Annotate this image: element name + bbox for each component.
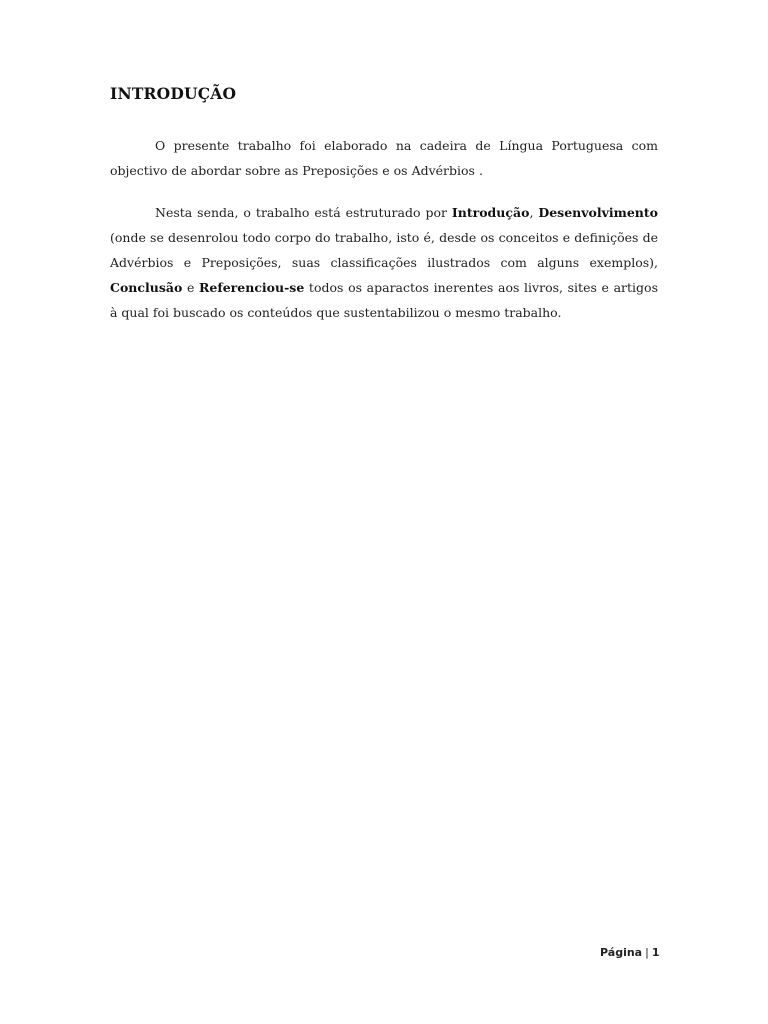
page-content <box>110 84 658 325</box>
page-label: Página <box>600 946 643 959</box>
intro-paragraph-2 <box>110 200 658 325</box>
page-number: 1 <box>651 946 660 959</box>
paragraph-2-text-a: Nesta senda, o trabalho está estruturado por <box>155 205 452 220</box>
paragraph-2-text-d: e <box>182 280 200 295</box>
section-heading: INTRODUÇÃO <box>110 84 237 103</box>
page-footer <box>600 946 658 959</box>
intro-paragraph-1 <box>110 133 658 183</box>
paragraph-2-text-e: todos os aparactos inerentes aos livros, sites e artigos à qual foi buscado os conteúdos que sustentabilizou o mesmo trabalho. <box>110 280 658 320</box>
bold-desenvolvimento: Desenvolvimento <box>538 205 658 220</box>
bold-conclusao: Conclusão <box>110 280 183 295</box>
bold-introducao: Introdução <box>451 205 530 220</box>
paragraph-2-text-b: , <box>529 205 539 220</box>
paragraph-2-text-c: (onde se desenrolou todo corpo do trabalho, isto é, desde os conceitos e definições de Advérbios e Preposições, suas classificações ilustrados com alguns exemplos), <box>110 230 658 270</box>
page-separator: | <box>645 946 649 959</box>
paragraph-1-text: O presente trabalho foi elaborado na cadeira de Língua Portuguesa com objectivo de abordar sobre as Preposições e os Advérbios . <box>110 138 658 178</box>
bold-referencias: Referenciou-se <box>199 280 305 295</box>
